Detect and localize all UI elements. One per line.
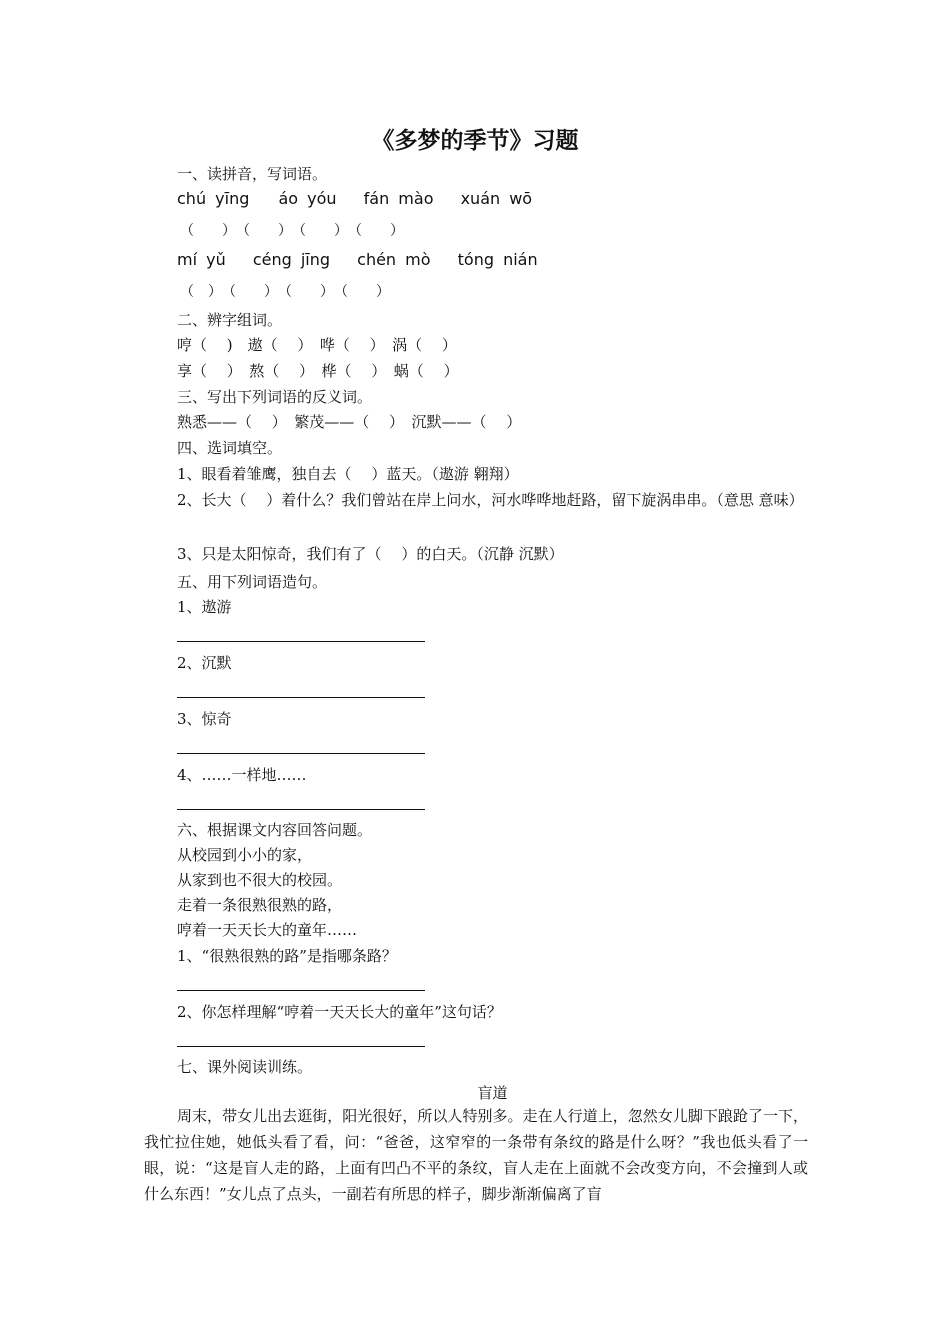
fill-question-3: 3、只是太阳惊奇，我们有了（ ）的白天。（沉静 沉默） — [177, 545, 564, 563]
section-3-heading: 三、写出下列词语的反义词。 — [177, 388, 373, 406]
pinyin-row-1 — [177, 189, 532, 208]
section-1-heading: 一、读拼音，写词语。 — [177, 165, 328, 183]
sentence-word-2: 2、沉默 — [177, 654, 232, 672]
poem-line: 哼着一天天长大的童年…… — [177, 921, 358, 939]
pinyin-item: tóng nián — [457, 250, 538, 269]
pinyin-item: fán mào — [363, 189, 434, 208]
section-5-heading: 五、用下列词语造句。 — [177, 573, 328, 591]
pinyin-item: chén mò — [357, 250, 431, 269]
poem-line: 从校园到小小的家， — [177, 846, 313, 864]
story-text: 周末，带女儿出去逛街，阳光很好，所以人特别多。走在人行道上，忽然女儿脚下踉跄了一下，我忙拉住她，她低头看了看，问：“爸爸，这窄窄的一条带有条纹的路是什么呀？”我也低头看了一眼，说：“这是盲人走的路，上面有凹凸不平的条纹，盲人走在上面就不会改变方向，不会撞到人或什么东西！”女儿点了点头，一副若有所思的样子，脚步渐渐偏离了盲 — [144, 1107, 808, 1203]
pinyin-item: mí yǔ — [177, 250, 226, 269]
answer-line[interactable] — [177, 1046, 425, 1047]
pinyin-item: xuán wō — [460, 189, 533, 208]
pinyin-row-2 — [177, 250, 538, 269]
sentence-word-1: 1、遨游 — [177, 598, 232, 616]
fill-question-1: 1、眼看着雏鹰，独自去（ ）蓝天。（遨游 翱翔） — [177, 465, 519, 483]
char-group-row-2: 享（ ） 熬（ ） 桦（ ） 蜗（ ） — [177, 362, 459, 380]
reading-question-1: 1、“很熟很熟的路”是指哪条路？ — [177, 947, 397, 965]
antonym-row: 熟悉——（ ） 繁茂——（ ） 沉默——（ ） — [177, 413, 522, 431]
section-6-heading: 六、根据课文内容回答问题。 — [177, 821, 373, 839]
pinyin-item: áo yóu — [278, 189, 337, 208]
answer-brackets-row-1: （ ） （ ） （ ） （ ） — [180, 223, 404, 239]
answer-line[interactable] — [177, 990, 425, 991]
page-title: 《多梦的季节》习题 — [371, 128, 579, 154]
reading-question-2: 2、你怎样理解“哼着一天天长大的童年”这句话？ — [177, 1003, 502, 1021]
answer-line[interactable] — [177, 753, 425, 754]
fill-question-2: 2、长大（ ）着什么？我们曾站在岸上问水，河水哗哗地赶路，留下旋涡串串。（意思 意味） — [177, 491, 804, 509]
answer-brackets-row-2: （ ） （ ） （ ） （ ） — [180, 284, 390, 300]
answer-line[interactable] — [177, 697, 425, 698]
poem-line: 从家到也不很大的校园。 — [177, 871, 343, 889]
pinyin-item: chú yīng — [177, 189, 250, 208]
section-2-heading: 二、辨字组词。 — [177, 311, 283, 329]
sentence-word-4: 4、……一样地…… — [177, 766, 307, 784]
story-title: 盲道 — [477, 1084, 508, 1102]
section-7-heading: 七、课外阅读训练。 — [177, 1058, 313, 1076]
pinyin-item: céng jīng — [252, 250, 331, 269]
answer-line[interactable] — [177, 809, 425, 810]
char-group-row-1: 哼（ ) 遨（ ） 哗（ ） 涡（ ） — [177, 336, 457, 354]
sentence-word-3: 3、惊奇 — [177, 710, 232, 728]
poem-line: 走着一条很熟很熟的路， — [177, 896, 343, 914]
answer-line[interactable] — [177, 641, 425, 642]
section-4-heading: 四、选词填空。 — [177, 439, 283, 457]
